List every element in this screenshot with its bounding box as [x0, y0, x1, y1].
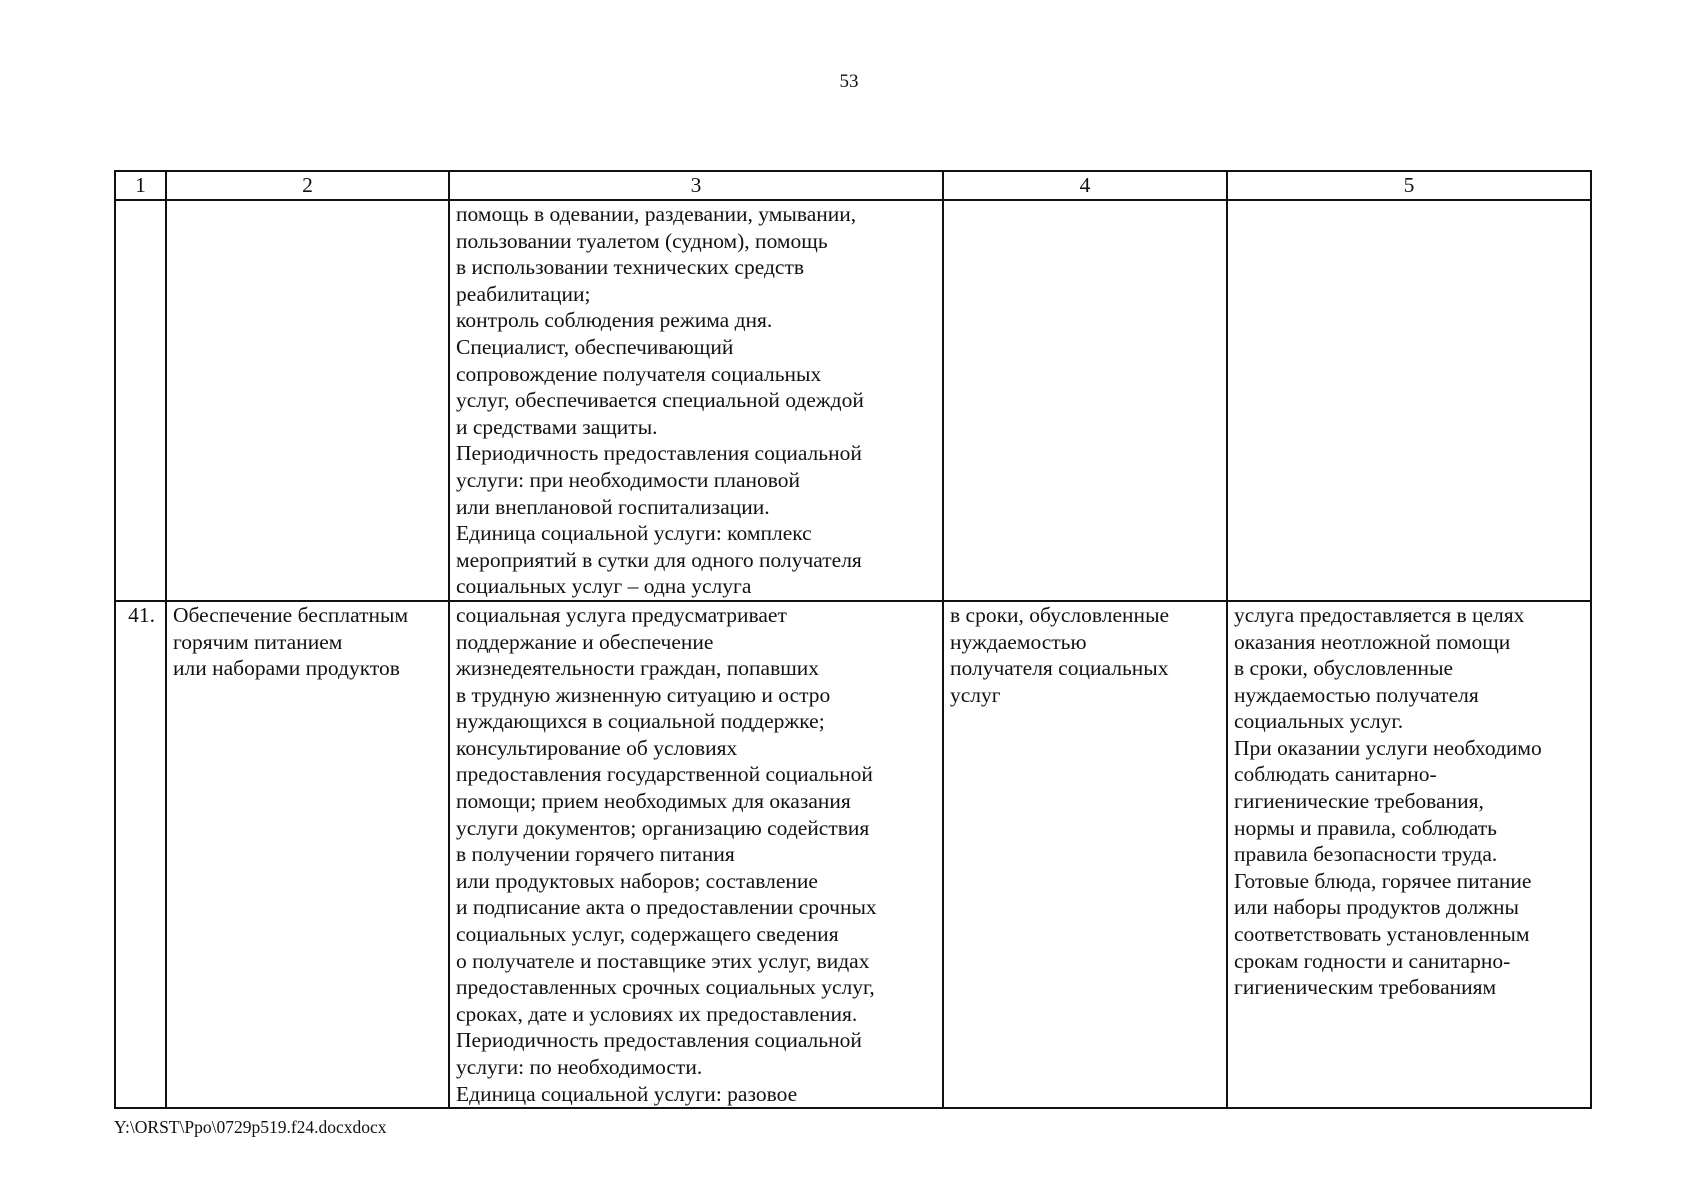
service-terms-cell: [943, 200, 1227, 601]
file-path-footer: Y:\ORST\Ppo\0729p519.f24.docxdocx: [114, 1117, 387, 1137]
service-conditions-cell: [1227, 601, 1591, 1108]
cell-text-line: Периодичность предоставления социальной: [456, 1028, 862, 1053]
cell-text-line: При оказании услуги необходимо: [1234, 735, 1542, 760]
cell-text-line: нуждающихся в социальной поддержке;: [456, 709, 825, 734]
cell-text-line: Единица социальной услуги: комплекс: [456, 521, 812, 546]
row-number-cell: [115, 200, 166, 601]
cell-text-line: помощи; прием необходимых для оказания: [456, 789, 851, 814]
cell-text-line: нормы и правила, соблюдать: [1234, 815, 1497, 840]
cell-text-line: Единица социальной услуги: разовое: [456, 1081, 798, 1106]
cell-text-line: соответствовать установленным: [1234, 922, 1530, 947]
cell-text-line: нуждаемостью: [950, 629, 1087, 654]
cell-text-line: или продуктовых наборов; составление: [456, 868, 818, 893]
cell-text-line: Обеспечение бесплатным: [173, 602, 409, 627]
cell-text-line: в использовании технических средств: [456, 255, 805, 280]
cell-text-line: и средствами защиты.: [456, 414, 658, 439]
cell-text-line: или наборы продуктов должны: [1234, 895, 1519, 920]
cell-text-line: реабилитации;: [456, 281, 591, 306]
services-table: [114, 170, 1592, 1109]
table-row-continued: [115, 200, 1591, 601]
cell-text-line: контроль соблюдения режима дня.: [456, 308, 773, 333]
cell-text-line: правила безопасности труда.: [1234, 842, 1498, 867]
table-header-row: [115, 171, 1591, 200]
service-name-cell: [166, 601, 449, 1108]
cell-text-line: услуг: [950, 682, 1001, 707]
row-number-cell: 41.: [115, 601, 166, 1108]
cell-text-line: социальных услуг – одна услуга: [456, 574, 752, 599]
header-cell-3: 3: [449, 171, 943, 200]
cell-text-line: помощь в одевании, раздевании, умывании,: [456, 202, 857, 226]
header-cell-1: 1: [115, 171, 166, 200]
cell-text-line: или внеплановой госпитализации.: [456, 494, 770, 519]
table-row-41: [115, 601, 1591, 1108]
cell-text-line: консультирование об условиях: [456, 735, 738, 760]
cell-text-line: сроках, дате и условиях их предоставления.: [456, 1001, 858, 1026]
cell-text-line: получателя социальных: [950, 656, 1169, 681]
service-name-cell: [166, 200, 449, 601]
header-cell-4: 4: [943, 171, 1227, 200]
cell-text-line: услуги документов; организацию содействия: [456, 815, 870, 840]
cell-text-line: социальная услуга предусматривает: [456, 602, 787, 627]
cell-text-line: пользовании туалетом (судном), помощь: [456, 228, 828, 253]
cell-text-line: услуга предоставляется в целях: [1234, 602, 1525, 627]
cell-text-line: срокам годности и санитарно-: [1234, 948, 1511, 973]
cell-text-line: оказания неотложной помощи: [1234, 629, 1511, 654]
cell-text-line: соблюдать санитарно-: [1234, 762, 1437, 787]
header-cell-2: 2: [166, 171, 449, 200]
cell-text-line: Готовые блюда, горячее питание: [1234, 868, 1532, 893]
cell-text-line: услуги: при необходимости плановой: [456, 467, 801, 492]
cell-text-line: гигиенические требования,: [1234, 789, 1484, 814]
service-conditions-cell: [1227, 200, 1591, 601]
cell-text-line: и подписание акта о предоставлении срочных: [456, 895, 877, 920]
cell-text-line: мероприятий в сутки для одного получателя: [456, 547, 862, 572]
cell-text-line: или наборами продуктов: [173, 656, 400, 681]
cell-text-line: Специалист, обеспечивающий: [456, 334, 734, 359]
cell-text-line: социальных услуг.: [1234, 709, 1404, 734]
cell-text-line: о получателе и поставщике этих услуг, видах: [456, 948, 870, 973]
cell-text-line: в получении горячего питания: [456, 842, 735, 867]
cell-text-line: жизнедеятельности граждан, попавших: [456, 656, 820, 681]
cell-text-line: услуг, обеспечивается специальной одеждой: [456, 388, 864, 413]
cell-text-line: предоставления государственной социальной: [456, 762, 873, 787]
cell-text-line: гигиеническим требованиям: [1234, 975, 1497, 1000]
cell-text-line: в сроки, обусловленные: [1234, 656, 1454, 681]
page-number: 53: [839, 71, 859, 92]
cell-text-line: в трудную жизненную ситуацию и остро: [456, 682, 831, 707]
service-description-cell: [449, 200, 943, 601]
cell-text-line: в сроки, обусловленные: [950, 602, 1170, 627]
cell-text-line: социальных услуг, содержащего сведения: [456, 922, 839, 947]
service-terms-cell: [943, 601, 1227, 1108]
cell-text-line: Периодичность предоставления социальной: [456, 441, 862, 466]
service-description-cell: [449, 601, 943, 1108]
cell-text-line: услуги: по необходимости.: [456, 1055, 703, 1079]
cell-text-line: поддержание и обеспечение: [456, 629, 714, 654]
cell-text-line: сопровождение получателя социальных: [456, 361, 822, 386]
cell-text-line: горячим питанием: [173, 629, 343, 654]
cell-text-line: нуждаемостью получателя: [1234, 682, 1479, 707]
header-cell-5: 5: [1227, 171, 1591, 200]
cell-text-line: предоставленных срочных социальных услуг,: [456, 975, 875, 1000]
